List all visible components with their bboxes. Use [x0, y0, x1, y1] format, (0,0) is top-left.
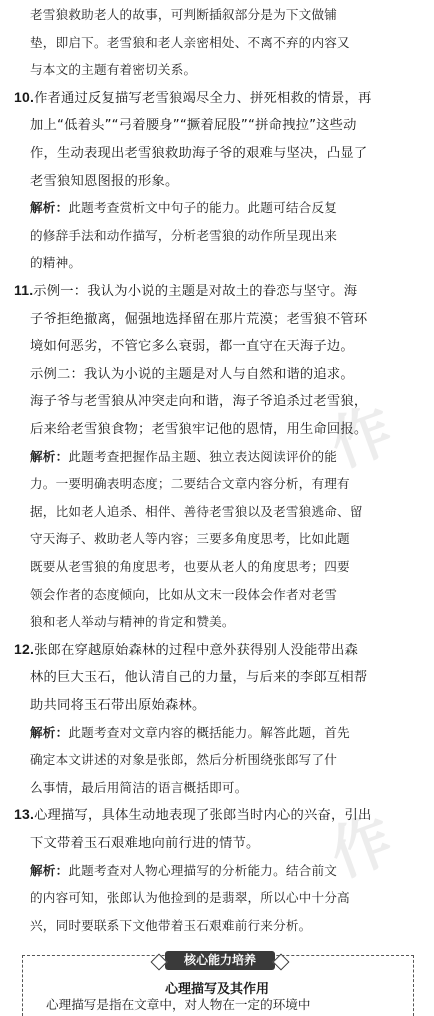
- line-text: 确定本文讲述的对象是张郎，然后分析围绕张郎写了什: [30, 752, 338, 768]
- answer-item: [14, 639, 420, 658]
- question-number: 10.: [14, 88, 35, 105]
- line-text: 下文带着玉石艰难地向前行进的情节。: [30, 836, 260, 851]
- line-text: 兴，同时要联系下文他带着玉石艰难前行来分析。: [30, 917, 312, 933]
- line-text: 领会作者的态度倾向，比如从文末一段体会作者对老雪: [30, 586, 338, 602]
- question-number: 12.: [14, 640, 35, 657]
- text-line: [30, 694, 420, 713]
- line-text: 林的巨大玉石，他认清自己的力量，与后来的李郎互相帮: [30, 670, 368, 686]
- line-text: 的精神。: [30, 255, 82, 271]
- line-text: 后来给老雪狼食物；老雪狼牢记他的恩情，用生命回报。: [30, 422, 368, 437]
- text-line: [30, 749, 420, 768]
- text-line: [30, 363, 420, 382]
- text-line: [30, 142, 420, 161]
- watermark-icon: 作: [321, 394, 402, 481]
- text-line: [30, 252, 420, 271]
- text-line: [30, 611, 420, 630]
- line-text: 作者通过反复描写老雪狼竭尽全力、拼死相救的情景，再: [34, 90, 372, 106]
- line-text: 与本文的主题有着密切关系。: [30, 62, 197, 78]
- line-text: 既要从老雪狼的角度思考，也要从老人的角度思考；四要: [30, 559, 350, 574]
- analysis-line: [30, 722, 420, 741]
- analysis-line: [30, 197, 420, 216]
- text-line: [30, 225, 420, 244]
- text-line: [30, 556, 420, 575]
- line-text: 助共同将玉石带出原始森林。: [30, 698, 206, 713]
- line-text: 此题考查把握作品主题、独立表达阅读评价的能: [68, 448, 338, 464]
- text-line: [30, 584, 420, 603]
- text-line: [30, 308, 420, 327]
- line-text: 老雪狼知恩图报的形象。: [30, 173, 179, 189]
- line-text: 此题考查赏析文中句子的能力。此题可结合反复: [68, 200, 338, 216]
- text-line: [30, 170, 420, 189]
- line-text: 守天海子、救助老人等内容；三要多角度思考，比如此题: [30, 531, 350, 547]
- box-text-line: 心理描写是指在文章中，对人物在一定的环境中: [46, 997, 311, 1012]
- analysis-label: 解析：: [30, 724, 69, 740]
- text-line: [30, 887, 420, 906]
- line-text: 境如何恶劣，不管它多么衰弱，都一直守在天海子边。: [30, 339, 354, 355]
- line-text: 么事情，最后用简洁的语言概括即可。: [30, 779, 248, 795]
- line-text: 垫，即启下。老雪狼和老人亲密相处、不离不弃的内容又: [30, 34, 350, 50]
- analysis-label: 解析：: [30, 862, 69, 878]
- question-number: 13.: [14, 806, 35, 823]
- line-text: 示例一：我认为小说的主题是对故土的眷恋与坚守。海: [33, 284, 358, 299]
- line-text: 力。一要明确表明态度；二要结合文章内容分析，有理有: [30, 476, 350, 492]
- text-line: [30, 666, 420, 685]
- analysis-label: 解析：: [30, 200, 69, 216]
- answer-item: [14, 87, 420, 106]
- text-line: [30, 501, 420, 520]
- text-line: [30, 59, 420, 78]
- line-text: 此题考查对人物心理描写的分析能力。结合前文: [68, 862, 338, 878]
- text-line: [30, 32, 420, 51]
- line-text: 心理描写，具体生动地表现了张郎当时内心的兴奋，引出: [34, 808, 372, 824]
- line-text: 张郎在穿越原始森林的过程中意外获得别人没能带出森: [34, 642, 358, 658]
- text-line: [30, 528, 420, 547]
- line-text: 子爷拒绝撤离，倔强地选择留在那片荒漠；老雪狼不管环: [30, 311, 368, 327]
- line-text: 此题考查对文章内容的概括能力。解答此题，首先: [68, 724, 350, 740]
- answer-item: [14, 280, 420, 299]
- text-line: [30, 777, 420, 796]
- line-text: 的内容可知，张郎认为他捡到的是翡翠，所以心中十分高: [30, 890, 350, 906]
- line-text: 示例二：我认为小说的主题是对人与自然和谐的追求。: [30, 366, 354, 382]
- box-heading: 心理描写及其作用: [164, 982, 269, 997]
- line-text: 加上“低着头”“弓着腰身”“撅着屁股”“拼命拽拉”这些动: [30, 118, 357, 134]
- core-ability-badge: 核心能力培养: [165, 951, 275, 970]
- question-number: 11.: [14, 282, 34, 298]
- text-line: [30, 915, 420, 934]
- line-text: 老雪狼救助老人的故事，可判断插叙部分是为下文做铺: [30, 7, 338, 22]
- line-text: 狼和老人举动与精神的肯定和赞美。: [30, 614, 235, 630]
- analysis-label: 解析：: [30, 448, 69, 464]
- line-text: 的修辞手法和动作描写，分析老雪狼的动作所呈现出来: [30, 227, 338, 243]
- watermark-icon: 作: [321, 804, 402, 891]
- text-line: [30, 4, 420, 23]
- line-text: 据，比如老人追杀、相伴、善待老雪狼以及老雪狼逃命、留: [30, 503, 363, 519]
- text-line: [30, 114, 420, 133]
- line-text: 作，生动表现出老雪狼救助海子爷的艰难与坚决，凸显了: [30, 146, 368, 161]
- line-text: 海子爷与老雪狼从冲突走向和谐，海子爷追杀过老雪狼，: [30, 394, 368, 410]
- text-line: [30, 335, 420, 354]
